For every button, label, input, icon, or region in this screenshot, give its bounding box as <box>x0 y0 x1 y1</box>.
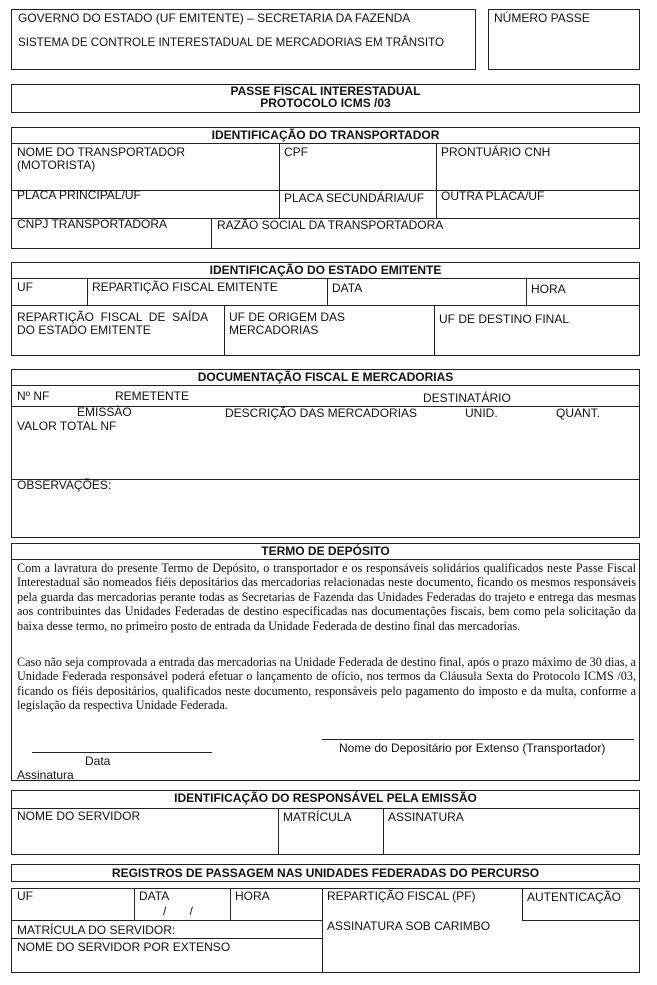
registro-reparticao-field[interactable]: REPARTIÇÃO FISCAL (PF) <box>327 889 476 903</box>
unid-field[interactable]: UNID. <box>465 406 498 420</box>
protocol-line: PROTOCOLO ICMS /03 <box>260 96 391 110</box>
estado-data-field[interactable]: DATA <box>332 281 363 295</box>
assinatura-label: Assinatura <box>17 768 74 782</box>
data-label: Data <box>85 754 111 768</box>
emissao-field[interactable]: EMISSÃO <box>77 405 132 419</box>
registro-uf-field[interactable]: UF <box>17 889 33 903</box>
outra-placa-field[interactable]: OUTRA PLACA/UF <box>441 189 545 203</box>
registro-data-slashes: / / <box>163 904 194 918</box>
transportador-heading: IDENTIFICAÇÃO DO TRANSPORTADOR <box>211 128 440 142</box>
responsavel-section <box>11 790 640 855</box>
responsavel-heading: IDENTIFICAÇÃO DO RESPONSÁVEL PELA EMISSÃO <box>174 791 477 805</box>
data-signature-line[interactable] <box>32 752 212 753</box>
termo-paragraph-2: Caso não seja comprovada a entrada das mercadorias na Unidade Federada de destino final, após o prazo máximo de 30 dias, a Unidade Federada responsável poderá efetuar o lançamento de ofício, nos termos da Cláusula Sexta do Protocolo ICMS /03, ficando os fiéis depositários, qualificados neste documento, responsáveis pelo pagamento do imposto e da multa, conforme a legislação da respectiva Unidade Federada. <box>17 655 636 713</box>
termo-heading: TERMO DE DEPÓSITO <box>261 544 390 558</box>
registro-data-field[interactable]: DATA <box>139 889 170 903</box>
header-government-line: GOVERNO DO ESTADO (UF EMITENTE) – SECRETARIA DA FAZENDA <box>18 11 411 25</box>
header-system-line: SISTEMA DE CONTROLE INTERESTADUAL DE MERCADORIAS EM TRÂNSITO <box>18 36 445 49</box>
reparticao-saida-field[interactable]: REPARTIÇÃO FISCAL DE SAÍDA DO ESTADO EMITENTE <box>17 310 209 337</box>
nome-servidor-extenso-field[interactable]: NOME DO SERVIDOR POR EXTENSO <box>17 940 231 954</box>
header-box <box>11 9 476 70</box>
quant-field[interactable]: QUANT. <box>556 406 601 420</box>
reparticao-emitente-field[interactable]: REPARTIÇÃO FISCAL EMITENTE <box>92 280 278 294</box>
registro-hora-field[interactable]: HORA <box>235 889 270 903</box>
depositario-label: Nome do Depositário por Extenso (Transportador) <box>339 741 606 755</box>
registros-section <box>11 888 640 973</box>
numero-passe-box[interactable] <box>488 9 640 70</box>
assinatura-carimbo-field[interactable]: ASSINATURA SOB CARIMBO <box>327 919 491 933</box>
nome-servidor-field[interactable]: NOME DO SERVIDOR <box>17 809 141 823</box>
estado-heading: IDENTIFICAÇÃO DO ESTADO EMITENTE <box>209 263 442 277</box>
autenticacao-field[interactable]: AUTENTICAÇÃO <box>527 890 622 904</box>
placa-principal-field[interactable]: PLACA PRINCIPAL/UF <box>17 188 141 202</box>
cnpj-field[interactable]: CNPJ TRANSPORTADORA <box>17 217 168 231</box>
form-title: PASSE FISCAL INTERESTADUAL <box>230 84 421 98</box>
termo-deposito-section <box>11 543 640 781</box>
uf-destino-field[interactable]: UF DE DESTINO FINAL <box>439 312 570 326</box>
valor-total-field[interactable]: VALOR TOTAL NF <box>17 419 117 433</box>
nome-transportador-field[interactable]: NOME DO TRANSPORTADOR (MOTORISTA) <box>17 145 186 172</box>
prontuario-cnh-field[interactable]: PRONTUÁRIO CNH <box>441 145 551 159</box>
matricula-servidor-field[interactable]: MATRÍCULA DO SERVIDOR: <box>17 923 176 937</box>
title-box <box>11 84 640 113</box>
placa-secundaria-field[interactable]: PLACA SECUNDÁRIA/UF <box>284 191 425 205</box>
estado-emitente-section <box>11 262 640 356</box>
registros-heading: REGISTROS DE PASSAGEM NAS UNIDADES FEDERADAS DO PERCURSO <box>111 866 540 880</box>
razao-social-field[interactable]: RAZÃO SOCIAL DA TRANSPORTADORA <box>217 218 444 232</box>
transportador-section <box>11 127 640 249</box>
nf-field[interactable]: Nº NF <box>17 389 50 403</box>
destinatario-field[interactable]: DESTINATÁRIO <box>423 391 511 405</box>
documentacao-heading: DOCUMENTAÇÃO FISCAL E MERCADORIAS <box>197 370 454 384</box>
matricula-field[interactable]: MATRÍCULA <box>283 810 352 824</box>
cpf-field[interactable]: CPF <box>284 145 308 159</box>
estado-hora-field[interactable]: HORA <box>531 282 566 296</box>
remetente-field[interactable]: REMETENTE <box>115 389 190 403</box>
termo-paragraph-1: Com a lavratura do presente Termo de Depósito, o transportador e os responsáveis solidários qualificados neste Passe Fiscal Interestadual são nomeados fiéis depositários das mercadorias relacionadas neste documento, ficando os mesmos responsáveis pela guarda das mercadorias perante todas as Secretarias de Fazenda das Unidades Federadas do trajeto e entrega das mesmas aos contribuintes das Unidades Federadas de destino especificadas nas documentações fiscais, bem como pela solicitação da baixa desse termo, no primeiro posto de entrada da Unidade Federada de destino final das mercadorias. <box>17 561 636 633</box>
uf-origem-field[interactable]: UF DE ORIGEM DAS MERCADORIAS <box>229 310 346 337</box>
registros-heading-box <box>11 864 640 882</box>
estado-uf-field[interactable]: UF <box>17 280 33 294</box>
descricao-mercadorias-field[interactable]: DESCRIÇÃO DAS MERCADORIAS <box>225 406 418 420</box>
numero-passe-label: NÚMERO PASSE <box>494 11 590 25</box>
observacoes-field[interactable]: OBSERVAÇÕES: <box>17 478 112 492</box>
documentacao-section <box>11 369 640 538</box>
depositario-signature-line[interactable] <box>322 739 634 740</box>
responsavel-assinatura-field[interactable]: ASSINATURA <box>388 810 464 824</box>
